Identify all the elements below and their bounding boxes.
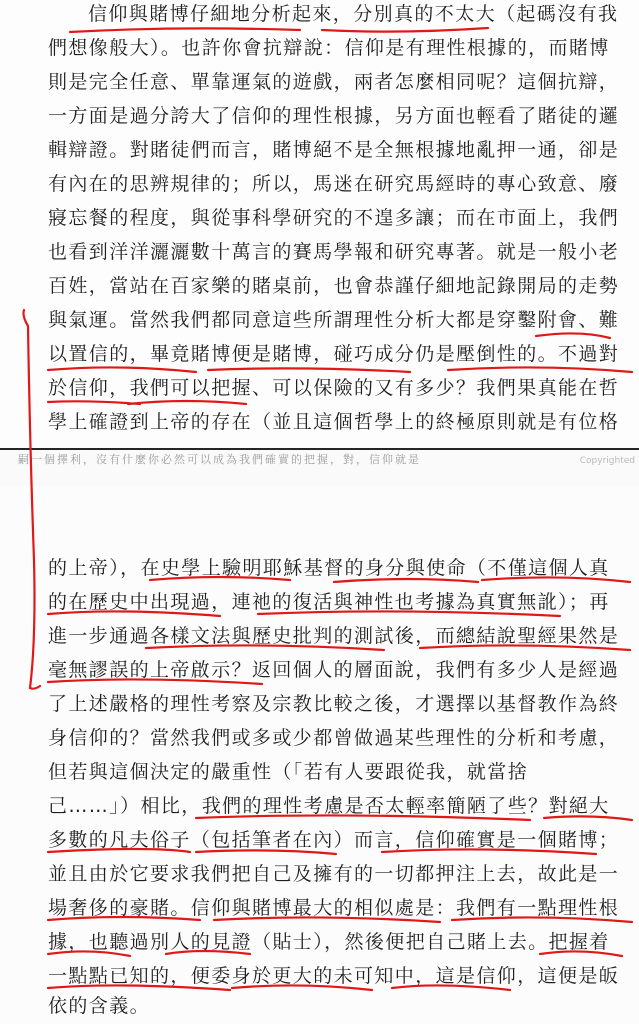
text-line: 並且由於它要求我們把自己及擁有的一切都押注上去，故此是一 — [48, 863, 620, 885]
text-line: 的上帝），在史學上驗明耶穌基督的身分與使命（不僅這個人真 — [48, 557, 610, 579]
text-line: 則是完全任意、單靠運氣的遊戲，兩者怎麼相同呢？這個抗辯， — [48, 71, 620, 93]
text-line: 一方面是過分誇大了信仰的理性根據，另方面也輕看了賭徒的邏 — [48, 105, 620, 127]
text-line: 依的含義。 — [48, 995, 151, 1017]
text-line: 輯辯證。對賭徒們而言，賭博絕不是全無根據地亂押一通，卻是 — [48, 139, 620, 161]
text-line: 與氣運。當然我們都同意這些所謂理性分析大都是穿鑿附會、難 — [48, 309, 620, 331]
text-line: 寢忘餐的程度，與從事科學研究的不遑多讓；而在市面上，我們 — [48, 207, 620, 229]
top-page-scan — [0, 0, 639, 448]
text-line: 場奢侈的豪賭。信仰與賭博最大的相似處是：我們有一點理性根 — [48, 897, 620, 919]
seam-divider — [0, 448, 639, 450]
text-line: 信仰與賭博仔細地分析起來，分別真的不太大（起碼沒有我 — [88, 3, 619, 25]
text-line: 己……」）相比，我們的理性考慮是否太輕率簡陋了些？對絕大 — [48, 795, 610, 817]
text-line: 了上述嚴格的理性考察及宗教比較之後，才選擇以基督教作為終 — [48, 693, 620, 715]
text-line: 身信仰的？當然我們或多或少都曾做過某些理性的分析和考慮， — [48, 727, 620, 749]
text-line: 一點點已知的，便委身於更大的未可知中，這是信仰，這便是皈 — [48, 965, 620, 987]
text-line: 進一步通過各樣文法與歷史批判的測試後，而總結說聖經果然是 — [48, 625, 620, 647]
text-line: 也看到洋洋灑灑數十萬言的賽馬學報和研究專著。就是一般小老 — [48, 241, 620, 263]
watermark: Copyrighted — [579, 456, 635, 466]
text-line: 以置信的，畢竟賭博便是賭博，碰巧成分仍是壓倒性的。不過對 — [48, 343, 620, 365]
text-line: 多數的凡夫俗子（包括筆者在內）而言，信仰確實是一個賭博； — [48, 829, 620, 851]
page-seam — [0, 448, 639, 486]
text-line: 毫無謬誤的上帝啟示？返回個人的層面說，我們有多少人是經過 — [48, 659, 620, 681]
text-line: 據，也聽過別人的見證（貼士），然後便把自己賭上去。把握着 — [48, 931, 610, 953]
bottom-page-scan — [0, 486, 639, 1024]
text-line: 於信仰，我們可以把握、可以保險的又有多少？我們果真能在哲 — [48, 377, 620, 399]
text-line: 們想像般大）。也許你會抗辯說：信仰是有理性根據的，而賭博 — [48, 37, 610, 59]
text-line: 的在歷史中出現過，連祂的復活與神性也考據為真實無訛）；再 — [48, 591, 610, 613]
text-line: 學上確證到上帝的存在（並且這個哲學上的終極原則就是有位格 — [48, 411, 620, 433]
text-line: 但若與這個決定的嚴重性（「若有人要跟從我，就當捨 — [48, 761, 529, 783]
text-line: 有內在的思辨規律的；所以，馬迷在研究馬經時的專心致意、廢 — [48, 173, 620, 195]
text-line: 百姓，當站在百家樂的賭桌前，也會恭謹仔細地記錄開局的走勢 — [48, 275, 620, 297]
seam-partial-text: 嗣一個擇利，沒有什麼你必然可以成為我們確實的把握，對，信仰就是 — [18, 453, 421, 466]
